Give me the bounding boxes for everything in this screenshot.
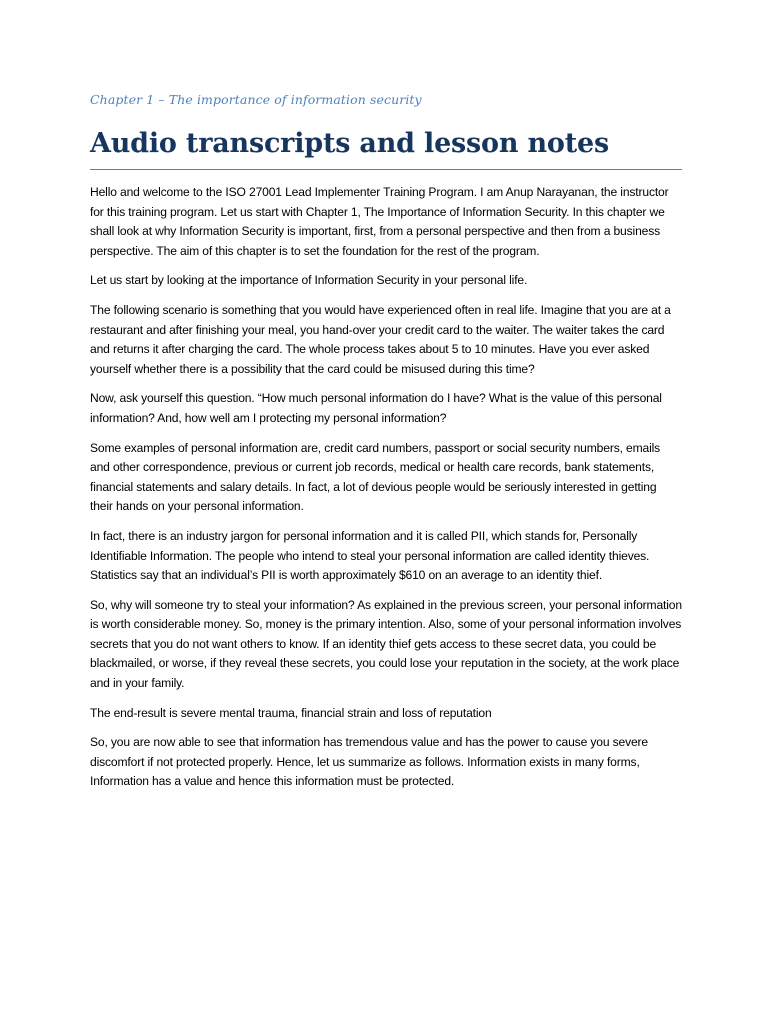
paragraph-question: Now, ask yourself this question. “How much personal information do I have? What is the value of this personal information? And, how well am I protecting my personal information?	[90, 391, 662, 425]
document-page	[90, 90, 682, 802]
document-title: Audio transcripts and lesson notes	[90, 126, 682, 170]
document-body	[90, 183, 682, 792]
paragraph-intro: Hello and welcome to the ISO 27001 Lead Implementer Training Program. I am Anup Narayanan, the instructor for this training program. Let us start with Chapter 1, The Importance of Information Security. In this chapter we shall look at why Information Security is important, first, from a personal perspective and then from a business perspective. The aim of this chapter is to set the foundation for the rest of the program.	[90, 185, 669, 258]
paragraph-summary: So, you are now able to see that information has tremendous value and has the power to cause you severe discomfort if not protected properly. Hence, let us summarize as follows. Information exists in many forms, Information has a value and hence this information must be protected.	[90, 735, 649, 789]
paragraph-end-result: The end-result is severe mental trauma, financial strain and loss of reputation	[90, 705, 492, 720]
paragraph-why-steal: So, why will someone try to steal your information? As explained in the previous screen, your personal information is worth considerable money. So, money is the primary intention. Also, some of your personal information involves secrets that you do not want others to know. If an identity thief gets access to these secret data, you could be blackmailed, or worse, if they reveal these secrets, you could lose your reputation in the society, at the work place and in your family.	[90, 597, 682, 691]
chapter-heading: Chapter 1 – The importance of information security	[90, 92, 422, 107]
paragraph-examples: Some examples of personal information are, credit card numbers, passport or social security numbers, emails and other correspondence, previous or current job records, medical or health care records, bank statements, financial statements and salary details. In fact, a lot of devious people would be seriously interested in getting their hands on your personal information.	[90, 440, 661, 514]
paragraph-pii: In fact, there is an industry jargon for personal information and it is called PII, which stands for, Personally Identifiable Information. The people who intend to steal your personal information are called identity thieves. Statistics say that an individual’s PII is worth approximately $610 on an average to an identity thief.	[90, 528, 650, 583]
paragraph-restaurant-scenario: The following scenario is something that you would have experienced often in real life. Imagine that you are at a restaurant and after finishing your meal, you hand-over your credit card to the waiter. The waiter takes the card and returns it after charging the card. The whole process takes about 5 to 10 minutes. Have you ever asked yourself whether there is a possibility that the card could be misused during this time?	[90, 302, 671, 376]
paragraph-personal-life: Let us start by looking at the importance of Information Security in your personal life.	[90, 273, 528, 288]
